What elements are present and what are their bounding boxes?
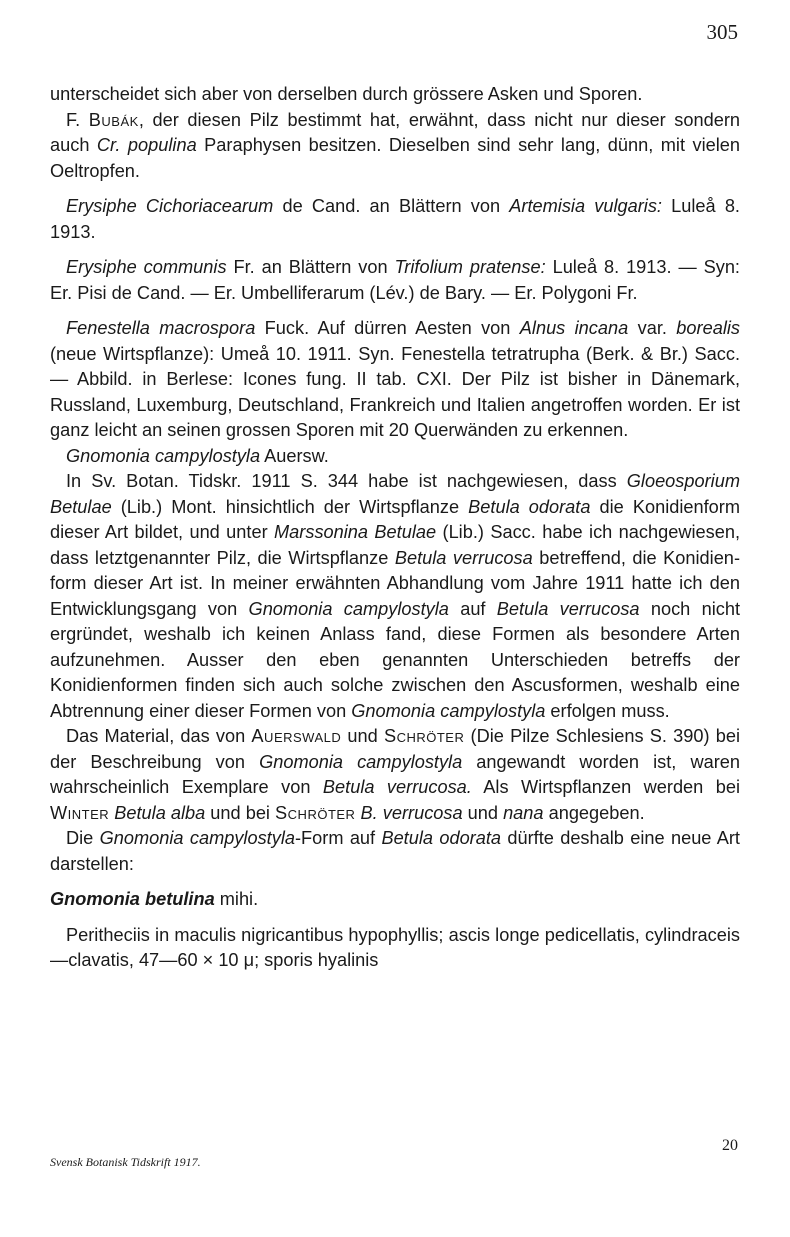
paragraph: Erysiphe communis Fr. an Blättern von Trifolium pratense: Luleå 8. 1913. — Syn: Er. Pisi de Cand. — Er. Umbelliferarum (Lév.) de Bary. — Er. Polygoni Fr. (50, 257, 740, 303)
paragraph: In Sv. Botan. Tidskr. 1911 S. 344 habe ist nachgewiesen, dass Gloeosporium Betulae (Lib.) Mont. hinsichtlich der Wirtspflanze Betula odorata die Konidienform dieser Art bildet, und unter Marssonina Betulae (Lib.) Sacc. habe ich nachgewiesen, dass letztgenannter Pilz, die Wirtspflanze Betula verrucosa betreffend, die Konidienform dieser Art ist. In meiner erwähnten Abhandlung vom Jahre 1911 hatte ich den Entwicklungsgang von Gnomonia campylostyla auf Betula verrucosa noch nicht ergründet, weshalb ich keinen Anlass fand, diese Formen als besondere Arten aufzunehmen. Ausser den eben genannten Unterschieden betreffs der Konidienformen finden sich auch solche zwischen den Ascusformen, weshalb eine Abtrennung einer dieser Formen von Gnomonia campylostyla erfolgen muss. (50, 471, 741, 721)
paragraph: Peritheciis in maculis nigricantibus hypophyllis; ascis longe pedicellatis, cylindraceis—clavatis, 47—60 × 10 μ; sporis hyalinis (50, 924, 740, 970)
page-number: 305 (706, 20, 738, 44)
body-text (50, 82, 740, 974)
paragraph: Gnomonia campylostyla Auersw. (66, 445, 329, 466)
paragraph: Die Gnomonia campylostyla-Form auf Betula odorata dürfte deshalb eine neue Art darstellen: (50, 828, 740, 874)
paragraph: unterscheidet sich aber von derselben durch grössere Asken und Sporen. (50, 84, 643, 104)
species-heading: Gnomonia betulina mihi. (50, 889, 259, 909)
paragraph: Das Material, das von Auerswald und Schröter (Die Pilze Schlesiens S. 390) bei der Beschreibung von Gnomonia campylostyla angewandt worden ist, waren wahrscheinlich Exemplare von Betula verrucosa. Als Wirtspflanzen werden bei Winter Betula alba und bei Schröter B. verrucosa und nana angegeben. (50, 726, 741, 823)
journal-footer: Svensk Botanisk Tidskrift 1917. (50, 1155, 201, 1169)
paragraph: Erysiphe Cichoriacearum de Cand. an Blättern von Artemisia vulgaris: Luleå 8. 1913. (50, 196, 740, 242)
paragraph: F. Bubák, der diesen Pilz bestimmt hat, erwähnt, dass nicht nur dieser sondern auch Cr. populina Paraphysen besitzen. Dieselben sind sehr lang, dünn, mit vielen Oeltropfen. (50, 109, 741, 181)
paragraph: Fenestella macrospora Fuck. Auf dürren Aesten von Alnus incana var. borealis (neue Wirtspflanze): Umeå 10. 1911. Syn. Fenestella tetratrupha (Berk. & Br.) Sacc. — Abbild. in Berlese: Icones fung. II tab. CXI. Der Pilz ist bisher in Dänemark, Russland, Luxemburg, Deutschland, Frankreich und Italien angetroffen worden. Er ist ganz leicht an seinen grossen Sporen mit 20 Querwänden zu erkennen. (50, 318, 740, 440)
sheet-number: 20 (722, 1137, 738, 1154)
